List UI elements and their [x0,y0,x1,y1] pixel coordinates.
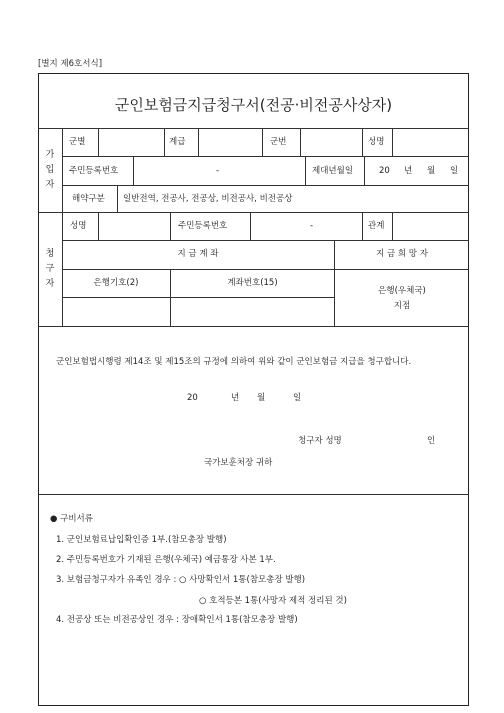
documents-heading: ● 구비서류 [50,514,93,524]
applicant-row-divider-1 [62,156,469,157]
label-name: 성명 [368,137,385,147]
claimant-resident-number-field[interactable]: - [310,221,314,231]
form-code: [별지 제6호서식] [38,59,103,69]
relationship-field[interactable] [393,213,468,239]
label-bank-code: 은행기호(2) [93,278,139,288]
claimant-bottom-divider [38,326,469,327]
documents-divider [38,494,469,495]
recipient-line: 국가보훈처장 귀하 [204,458,273,468]
label-bank-post-office: 은행(우체국) [378,286,426,296]
applicant-side-label: 가 입 자 [45,150,55,190]
name-field[interactable] [393,129,468,155]
label-claimant-name: 성명 [70,221,87,231]
service-number-field[interactable] [301,129,361,155]
account-number-field[interactable] [171,298,333,325]
discharge-year-prefix[interactable]: 20 [379,166,390,176]
discharge-year-label: 년 [404,166,413,176]
branch-field[interactable] [99,129,163,155]
document-item-4: 4. 전공상 또는 비전공상인 경우 : 장애확인서 1통(참모총장 발행) [56,615,298,625]
label-relationship: 관계 [368,221,385,231]
claimant-side-label: 청 구 자 [45,249,55,289]
document-item-3b: ○ 호적등본 1통(사망자 제적 정리된 것) [199,596,347,606]
claimant-signature-label: 청구자 성명 [298,436,342,446]
label-payment-account: 지 금 계 좌 [177,249,219,259]
label-rank: 계급 [169,137,186,147]
label-branch: 군별 [69,137,86,147]
document-item-2: 2. 주민등록번호가 기재된 은행(우체국) 예금통장 사본 1부. [56,555,276,565]
claim-date-day-label: 일 [293,393,302,403]
claim-statement: 군인보험법시행령 제14조 및 제15조의 규정에 의하여 위와 같이 군인보험금 지급을 청구합니다. [56,357,412,367]
applicant-row-divider-2 [62,185,469,186]
claimant-name-field[interactable] [99,213,169,239]
resident-number-field[interactable]: - [216,166,220,176]
document-item-1: 1. 군인보험료납입확인증 1부.(참모총장 발행) [56,535,227,545]
label-termination-type: 해약구분 [72,194,105,204]
label-branch-office: 지점 [393,301,411,311]
label-claimant-resident-number: 주민등록번호 [178,221,228,231]
termination-type-options[interactable]: 일반전역, 전공사, 전공상, 비전공사, 비전공상 [123,194,293,204]
label-payment-recipient: 지 금 희 망 자 [376,249,428,259]
label-resident-number: 주민등록번호 [69,166,119,176]
discharge-month-label: 월 [427,166,436,176]
discharge-day-label: 일 [450,166,459,176]
applicant-side-divider [62,128,63,212]
label-account-number: 계좌번호(15) [227,278,278,288]
seal-mark[interactable]: 인 [427,436,436,446]
claim-date-year-label: 년 [231,393,240,403]
label-service-number: 군번 [270,137,287,147]
form-title: 군인보험금지급청구서(전공·비전공사상자) [114,96,393,114]
claim-date-month-label: 월 [257,393,266,403]
claim-date-year[interactable]: 20 [187,393,198,403]
label-discharge-date: 제대년월일 [312,166,354,176]
document-item-3: 3. 보험금청구자가 유족인 경우 : ○ 사망확인서 1통(참모총장 발행) [56,575,306,585]
bank-code-field[interactable] [63,298,169,325]
rank-field[interactable] [199,129,261,155]
